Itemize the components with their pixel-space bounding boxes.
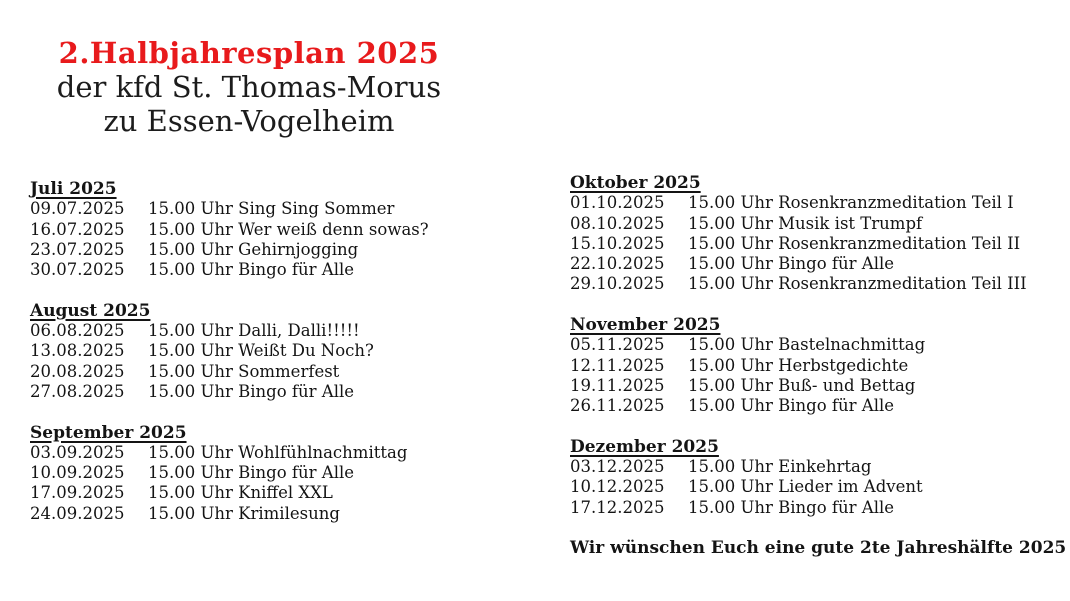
event-title: Rosenkranzmeditation Teil II [778, 233, 1021, 253]
event-title: Herbstgedichte [778, 355, 909, 375]
title-block [0, 36, 498, 138]
closing-message: Wir wünschen Euch eine gute 2te Jahreshälfte 2025 [570, 538, 1067, 558]
event-date: 23.07.2025 [30, 239, 125, 259]
event-text [148, 463, 354, 483]
month-section [30, 301, 540, 402]
event-title: Bingo für Alle [778, 497, 895, 517]
event-title: Bingo für Alle [238, 260, 355, 280]
event-row [570, 214, 1065, 234]
event-row [30, 362, 540, 382]
event-text [688, 254, 894, 274]
event-date: 27.08.2025 [30, 381, 125, 401]
month-header: November 2025 [570, 315, 721, 336]
event-title: Bingo für Alle [778, 254, 895, 274]
event-time: 15.00 Uhr [688, 213, 773, 233]
event-text [148, 321, 360, 341]
event-date: 09.07.2025 [30, 199, 125, 219]
event-date: 08.10.2025 [570, 213, 665, 233]
month-header: September 2025 [30, 422, 187, 443]
event-text [148, 504, 340, 524]
event-time: 15.00 Uhr [148, 199, 233, 219]
month-header: August 2025 [30, 300, 151, 321]
event-time: 15.00 Uhr [688, 355, 773, 375]
event-row [570, 477, 1065, 497]
event-text [148, 483, 333, 503]
event-time: 15.00 Uhr [688, 477, 773, 497]
month-section [570, 315, 1065, 416]
event-date: 17.12.2025 [570, 497, 665, 517]
event-date: 15.10.2025 [570, 233, 665, 253]
month-event-list [30, 199, 540, 280]
event-date: 01.10.2025 [570, 193, 665, 213]
event-time: 15.00 Uhr [688, 193, 773, 213]
event-date: 13.08.2025 [30, 341, 125, 361]
event-time: 15.00 Uhr [148, 381, 233, 401]
event-time: 15.00 Uhr [688, 274, 773, 294]
event-title: Weißt Du Noch? [238, 341, 374, 361]
event-date: 12.11.2025 [570, 355, 665, 375]
month-event-list [30, 443, 540, 524]
month-header: Dezember 2025 [570, 436, 719, 457]
event-title: Dalli, Dalli!!!!! [238, 321, 360, 341]
event-text [688, 193, 1014, 213]
event-row [30, 220, 540, 240]
page-subtitle-place: zu Essen-Vogelheim [103, 104, 395, 138]
event-date: 20.08.2025 [30, 361, 125, 381]
month-event-list [570, 335, 1065, 416]
event-row [30, 504, 540, 524]
event-date: 06.08.2025 [30, 321, 125, 341]
event-row [30, 321, 540, 341]
month-event-list [30, 321, 540, 402]
event-text [688, 356, 908, 376]
event-text [688, 214, 922, 234]
event-date: 10.09.2025 [30, 463, 125, 483]
event-date: 03.09.2025 [30, 442, 125, 462]
event-title: Krimilesung [238, 503, 340, 523]
event-title: Kniffel XXL [238, 483, 333, 503]
month-header: Oktober 2025 [570, 173, 701, 193]
event-text [688, 457, 871, 477]
event-text [148, 341, 374, 361]
event-time: 15.00 Uhr [148, 341, 233, 361]
event-text [688, 335, 925, 355]
event-time: 15.00 Uhr [148, 260, 233, 280]
event-row [30, 260, 540, 280]
event-text [148, 240, 358, 260]
event-time: 15.00 Uhr [688, 254, 773, 274]
event-title: Gehirnjogging [238, 239, 359, 259]
event-title: Einkehrtag [778, 457, 872, 477]
event-row [570, 498, 1065, 518]
event-row [570, 335, 1065, 355]
event-title: Buß- und Bettag [778, 375, 916, 395]
event-title: Bastelnachmittag [778, 335, 926, 355]
event-text [688, 234, 1020, 254]
event-time: 15.00 Uhr [688, 457, 773, 477]
event-text [148, 362, 339, 382]
event-title: Lieder im Advent [778, 477, 923, 497]
event-row [30, 463, 540, 483]
month-event-list [570, 457, 1065, 518]
event-time: 15.00 Uhr [148, 219, 233, 239]
page-title: 2.Halbjahresplan 2025 [58, 36, 440, 70]
event-row [570, 234, 1065, 254]
event-date: 29.10.2025 [570, 274, 665, 294]
event-time: 15.00 Uhr [688, 396, 773, 416]
event-title: Bingo für Alle [778, 396, 895, 416]
event-time: 15.00 Uhr [148, 361, 233, 381]
event-row [570, 254, 1065, 274]
event-title: Rosenkranzmeditation Teil I [778, 193, 1014, 213]
event-time: 15.00 Uhr [688, 497, 773, 517]
event-time: 15.00 Uhr [148, 321, 233, 341]
page-subtitle-organisation: der kfd St. Thomas-Morus [56, 70, 442, 104]
event-title: Bingo für Alle [238, 381, 355, 401]
event-row [570, 356, 1065, 376]
event-row [570, 193, 1065, 213]
schedule-column-left [30, 179, 540, 544]
event-date: 22.10.2025 [570, 254, 665, 274]
event-row [570, 376, 1065, 396]
event-title: Wer weiß denn sowas? [238, 219, 429, 239]
event-date: 05.11.2025 [570, 335, 665, 355]
event-time: 15.00 Uhr [148, 239, 233, 259]
event-text [688, 376, 915, 396]
event-date: 03.12.2025 [570, 457, 665, 477]
month-section [570, 437, 1065, 518]
event-row [30, 443, 540, 463]
month-section [570, 173, 1065, 295]
event-text [148, 443, 407, 463]
event-text [688, 498, 894, 518]
event-time: 15.00 Uhr [148, 503, 233, 523]
event-date: 17.09.2025 [30, 483, 125, 503]
event-date: 10.12.2025 [570, 477, 665, 497]
event-text [148, 199, 394, 219]
event-date: 30.07.2025 [30, 260, 125, 280]
event-title: Bingo für Alle [238, 463, 355, 483]
event-text [148, 382, 354, 402]
event-row [30, 382, 540, 402]
month-section [30, 179, 540, 280]
event-time: 15.00 Uhr [148, 483, 233, 503]
event-time: 15.00 Uhr [688, 375, 773, 395]
event-date: 19.11.2025 [570, 375, 665, 395]
schedule-column-right [570, 173, 1065, 538]
event-row [30, 240, 540, 260]
event-row [570, 396, 1065, 416]
event-title: Wohlfühlnachmittag [238, 442, 408, 462]
event-row [30, 199, 540, 219]
event-text [148, 260, 354, 280]
month-section [30, 423, 540, 524]
event-time: 15.00 Uhr [148, 463, 233, 483]
event-row [30, 483, 540, 503]
event-time: 15.00 Uhr [148, 442, 233, 462]
month-header: Juli 2025 [30, 179, 117, 199]
event-text [688, 477, 923, 497]
event-text [688, 274, 1027, 294]
event-title: Musik ist Trumpf [778, 213, 923, 233]
event-time: 15.00 Uhr [688, 233, 773, 253]
event-row [30, 341, 540, 361]
event-title: Sing Sing Sommer [238, 199, 395, 219]
event-row [570, 457, 1065, 477]
event-title: Rosenkranzmeditation Teil III [778, 274, 1027, 294]
event-row [570, 274, 1065, 294]
event-text [148, 220, 429, 240]
event-time: 15.00 Uhr [688, 335, 773, 355]
event-date: 24.09.2025 [30, 503, 125, 523]
event-date: 16.07.2025 [30, 219, 125, 239]
month-event-list [570, 193, 1065, 294]
event-text [688, 396, 894, 416]
event-date: 26.11.2025 [570, 396, 665, 416]
event-title: Sommerfest [238, 361, 340, 381]
